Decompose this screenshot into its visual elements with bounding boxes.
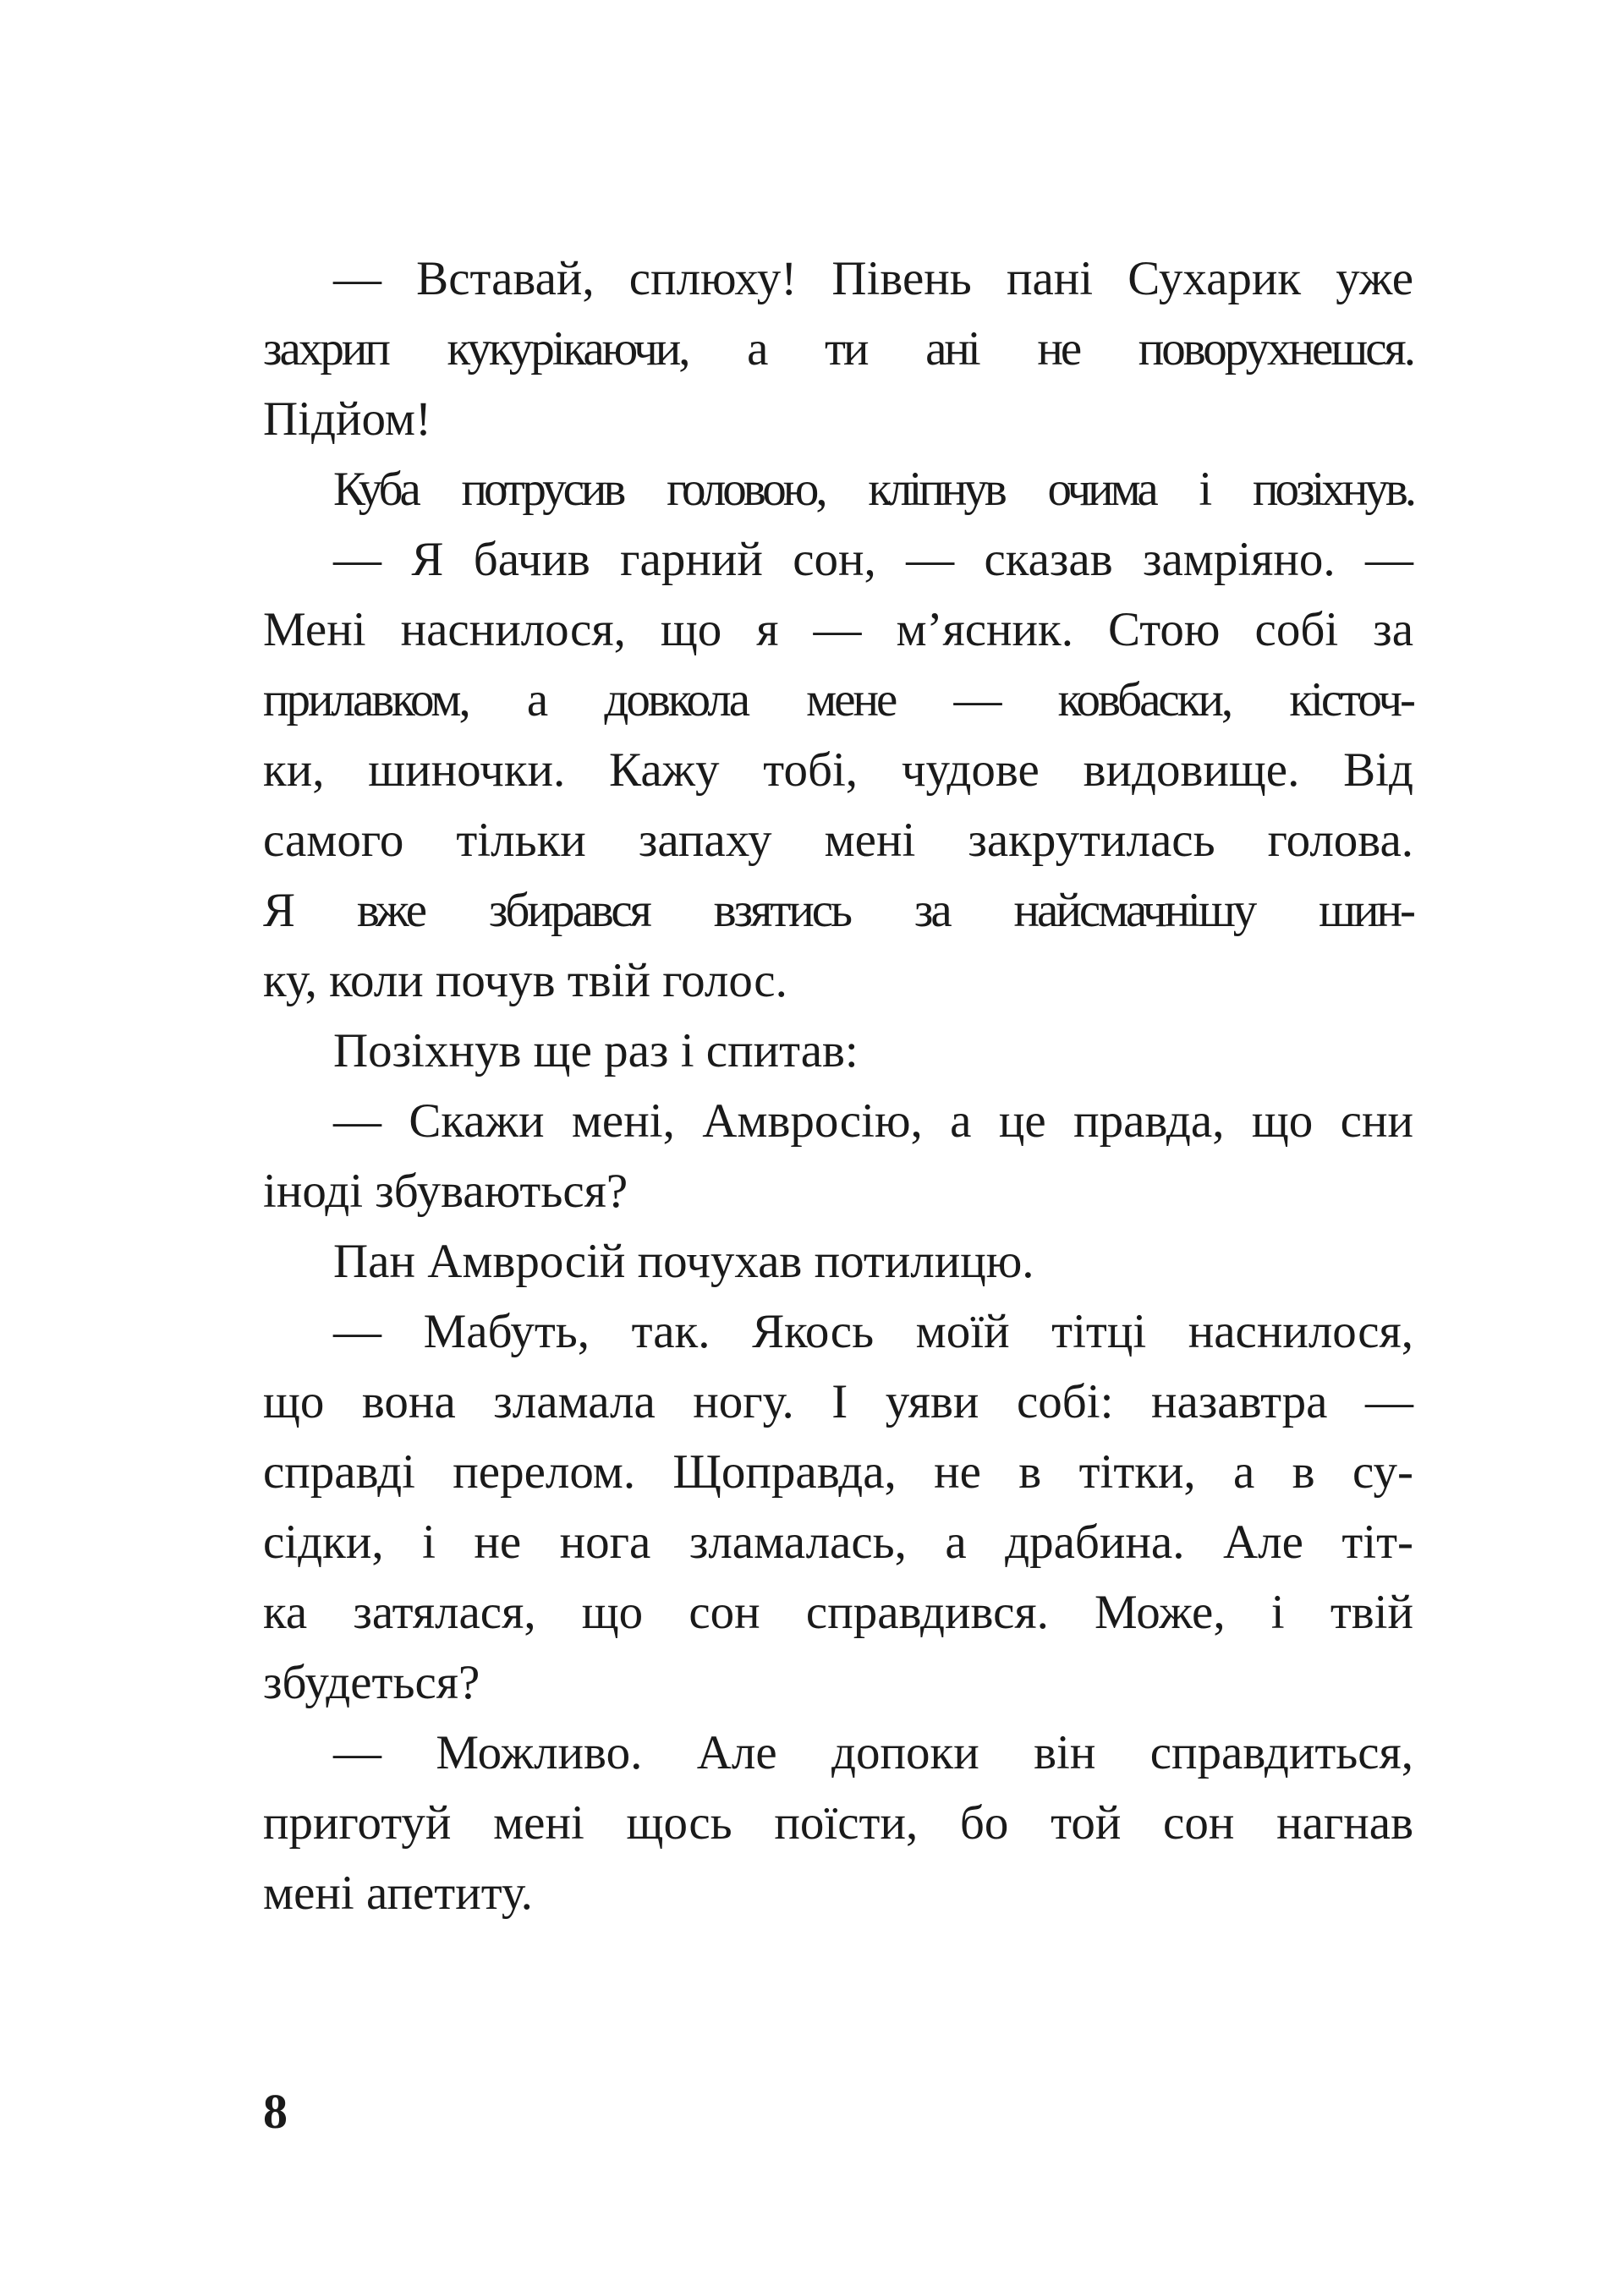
text-line: прилавком, а довкола мене — ковбаски, кісточ- [263, 673, 1413, 726]
text-line: Куба потрусив головою, кліпнув очима і позіхнув. [333, 463, 1413, 516]
text-line: ку, коли почув твій голос. [263, 954, 787, 1007]
text-line: сідки, і не нога зламалась, а драбина. Але тіт- [263, 1516, 1413, 1569]
text-line: самого тільки запаху мені закрутилась голова. [263, 814, 1413, 867]
text-line: захрип кукурікаючи, а ти ані не поворухнешся. [263, 322, 1413, 376]
text-line: Підйом! [263, 392, 431, 446]
text-line: — Можливо. Але допоки він справдиться, [333, 1726, 1413, 1779]
text-line: — Скажи мені, Амвросію, а це правда, що сни [333, 1094, 1413, 1148]
text-line: Позіхнув ще раз і спитав: [333, 1024, 859, 1077]
text-line: приготуй мені щось поїсти, бо той сон нагнав [263, 1796, 1413, 1850]
text-line: справді перелом. Щоправда, не в тітки, а в су- [263, 1445, 1413, 1499]
text-line: — Вставай, сплюху! Півень пані Сухарик уже [333, 252, 1413, 305]
text-line: Мені наснилося, що я — м’ясник. Стою собі за [263, 603, 1413, 656]
text-line: мені апетиту. [263, 1867, 533, 1920]
body-text [263, 244, 1413, 1928]
text-line: збудеться? [263, 1656, 480, 1709]
text-line: — Я бачив гарний сон, — сказав замріяно. — [333, 533, 1413, 586]
text-line: Я вже збирався взятись за найсмачнішу шин- [263, 884, 1413, 937]
text-line: ки, шиночки. Кажу тобі, чудове видовище. Від [263, 743, 1413, 797]
text-line: що вона зламала ногу. І уяви собі: назавтра — [263, 1375, 1413, 1428]
text-line: Пан Амвросій почухав потилицю. [333, 1235, 1034, 1288]
page-number: 8 [263, 2084, 288, 2139]
text-line: іноді збуваються? [263, 1165, 628, 1218]
text-line: ка затялася, що сон справдився. Може, і твій [263, 1586, 1413, 1639]
text-line: — Мабуть, так. Якось моїй тітці наснилося, [333, 1305, 1413, 1358]
